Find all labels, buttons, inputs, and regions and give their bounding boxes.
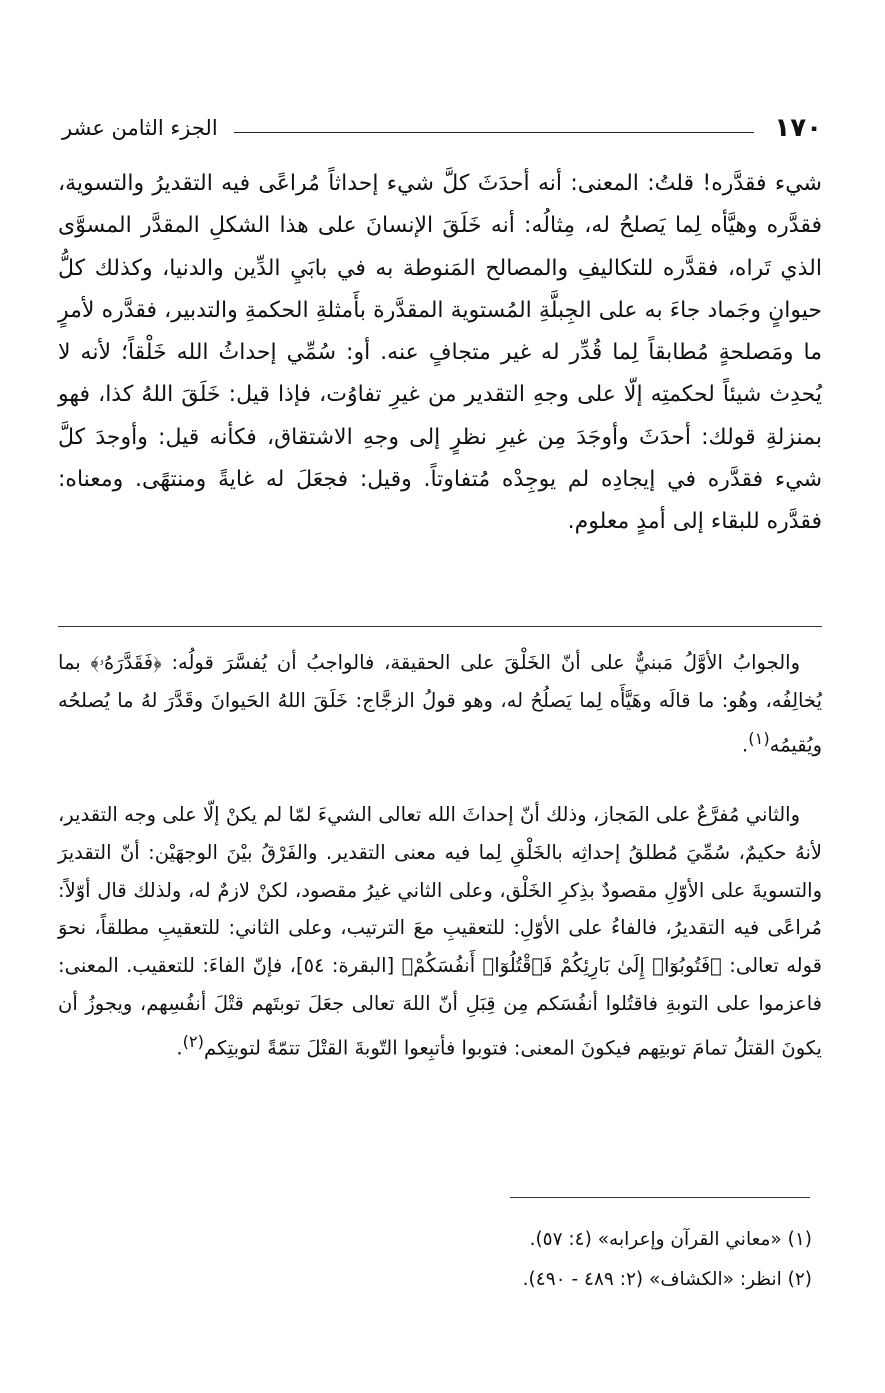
main-text: شيء فقدَّره! قلتُ: المعنى: أنه أحدَثَ كلَّ شيء إحداثاً مُراعًى فيه التقديرُ والتسوية، فقدَّره وهيَّأه لِما يَصلحُ له، مِثالُه: أنه خَلَقَ الإنسانَ على هذا الشكلِ المقدَّر المسوَّى الذي تَراه، فقدَّره للتكاليفِ والمصالح المَنوطة به في بابَيِ الدِّين والدنيا، وكذلك كلُّ حيوانٍ وجَماد جاءَ به على الجِبلَّةِ المُستوية المقدَّرة بأَمثلةِ الحكمةِ والتدبير، فقدَّره لأمرٍ ما ومَصلحةٍ مُطابقاً لِما قُدِّر له غير متجافٍ عنه. أو: سُمِّي إحداثُ الله خَلْقاً؛ لأنه لا يُحدِث شيئاً لحكمتِه إلّا على وجهِ التقدير من غيرِ تفاوُت، فإذا قيل: خَلَقَ اللهُ كذا، فهو بمنزلةِ قولك: أحدَثَ وأوجَدَ مِن غيرِ نظرٍ إلى وجهِ الاشتقاق، فكأنه قيل: وأوجدَ كلَّ شيء فقدَّره في إيجادِه لم يوجِدْه مُتفاوتاً. وقيل: فجعَلَ له غايةً ومنتهًى. ومعناه: فقدَّره للبقاء إلى أمدٍ معلوم. [58,171,822,535]
main-text-block [58,163,822,544]
page-header [62,108,822,148]
commentary-text-2: والثاني مُفرَّعٌ على المَجاز، وذلك أنّ إحداثَ الله تعالى الشيءَ لمّا لم يكنْ إلّا على وجه التقدير، لأنهُ حكيمٌ، سُمِّيَ مُطلقُ إحداثِه بالخَلْقِ لِما فيه معنى التقدير. والفَرْقُ بيْنَ الوجهَيْن: أنّ التقديرَ والتسويةَ على الأوّلِ مقصودٌ بذِكرِ الخَلْق، وعلى الثاني غيرُ مقصود، لكنْ لازمٌ له، ولذلك قال أوّلاً: مُراعًى فيه التقديرُ، فالفاءُ على الأوّلِ: للتعقيبِ معَ الترتيب، وعلى الثاني: للتعقيبِ مطلقاً، نحوَ قوله تعالى: ﴿فَتُوبُوٓا۟ إِلَىٰ بَارِئِكُمْ فَٱقْتُلُوٓا۟ أَنفُسَكُمْ﴾ [البقرة: ٥٤]، فإنّ الفاءَ: للتعقيب. المعنى: فاعزموا على التوبةِ فاقتُلوا أنفُسَكم مِن قِبَلِ أنّ اللهَ تعالى جعَلَ توبتَهم قتْلَ أنفُسِهم، ويجوزُ أن يكونَ القتلُ تمامَ توبتِهم فيكونَ المعنى: فتوبوا فأتبِعوا التّوبةَ القتْلَ تتمّةً لتوبتِكم [58,803,822,1060]
commentary-paragraph-1: والجوابُ الأوَّلُ مَبنيٌّ على أنّ الخَلْقَ على الحقيقة، فالواجبُ أن يُفسَّرَ قولُه: ﴿فَقَدَّرَهُۥ﴾ بما يُخالِفُه، وهُو: ما قالَه وهَيَّأَه لِما يَصلُحُ له، وهو قولُ الزجَّاج: خَلَقَ اللهُ الحَيوانَ وقَدَّرَ لهُ ما يُصلحُه ويُقيمُه$^{(١)}$. [58,651,822,757]
commentary-text-1: والجوابُ الأوَّلُ مَبنيٌّ على أنّ الخَلْقَ على الحقيقة، فالواجبُ أن يُفسَّرَ قولُه: ﴿فَقَدَّرَهُۥ﴾ بما يُخالِفُه، وهُو: ما قالَه وهَيَّأَه لِما يَصلُحُ له، وهو قولُ الزجَّاج: خَلَقَ اللهُ الحَيوانَ وقَدَّرَ لهُ ما يُصلحُه ويُقيمُه [58,651,822,757]
footnote-1: (١) «معاني القرآن وإعرابه» (٤: ٥٧). [529,1229,812,1250]
commentary-paragraph-2: والثاني مُفرَّعٌ على المَجاز، وذلك أنّ إحداثَ الله تعالى الشيءَ لمّا لم يكنْ إلّا على وجه التقدير، لأنهُ حكيمٌ، سُمِّيَ مُطلقُ إحداثِه بالخَلْقِ لِما فيه معنى التقدير. والفَرْقُ بيْنَ الوجهَيْن: أنّ التقديرَ والتسويةَ على الأوّلِ مقصودٌ بذِكرِ الخَلْق، وعلى الثاني غيرُ مقصود، لكنْ لازمٌ له، ولذلك قال أوّلاً: مُراعًى فيه التقديرُ، فالفاءُ على الأوّلِ: للتعقيبِ معَ الترتيب، وعلى الثاني: للتعقيبِ مطلقاً، نحوَ قوله تعالى: ﴿فَتُوبُوٓا۟ إِلَىٰ بَارِئِكُمْ فَٱقْتُلُوٓا۟ أَنفُسَكُمْ﴾ [البقرة: ٥٤]، فإنّ الفاءَ: للتعقيب. المعنى: فاعزموا على التوبةِ فاقتُلوا أنفُسَكم مِن قِبَلِ أنّ اللهَ تعالى جعَلَ توبتَهم قتْلَ أنفُسِهم، ويجوزُ أن يكونَ القتلُ تمامَ توبتِهم فيكونَ المعنى: فتوبوا فأتبِعوا التّوبةَ القتْلَ تتمّةً لتوبتِكم$^{(٢)}$. [58,803,822,1060]
footnote-ref-1: (١) [748,728,770,748]
footnote-2: (٢) انظر: «الكشاف» (٢: ٤٨٩ - ٤٩٠). [522,1269,812,1290]
running-title: الجزء الثامن عشر [62,116,218,140]
header-rule [234,132,755,133]
page-number: ١٧٠ [774,113,822,143]
footnotes [300,1220,812,1300]
footnote-ref-2: (٢) [182,1031,204,1051]
footnote-divider [510,1197,810,1198]
section-divider [58,626,822,627]
